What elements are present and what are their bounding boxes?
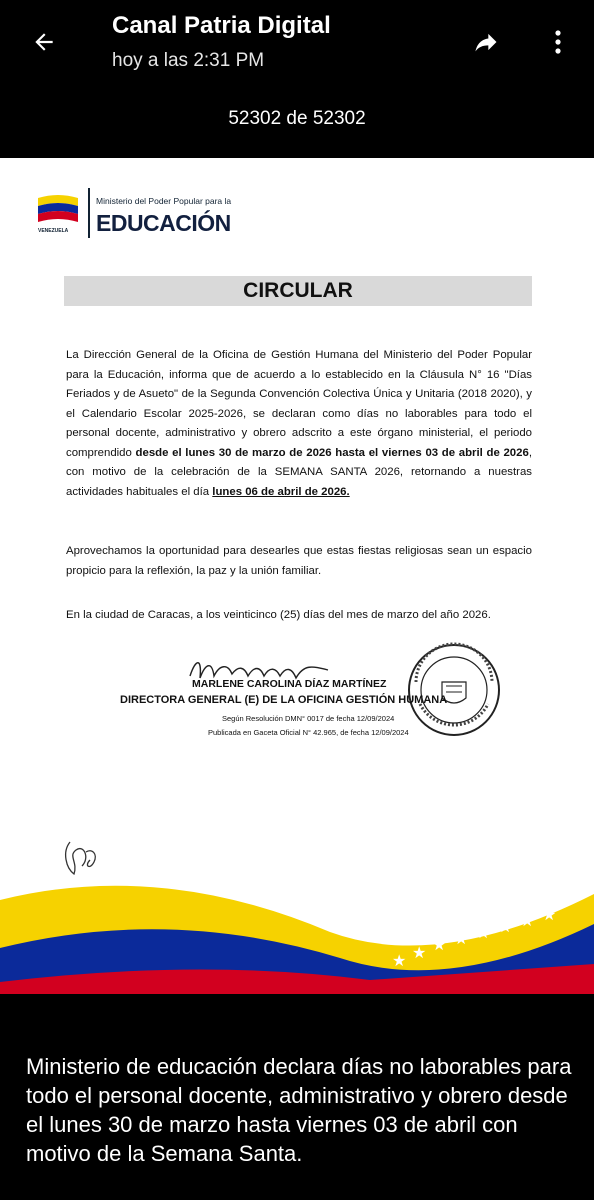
gazette-note: Publicada en Gaceta Oficial N° 42.965, de fecha 12/09/2024 bbox=[208, 728, 409, 737]
channel-title: Canal Patria Digital bbox=[112, 12, 331, 39]
logo-ministry-text: Ministerio del Poder Popular para la bbox=[96, 196, 232, 206]
more-vertical-icon bbox=[554, 29, 562, 55]
svg-text:★: ★ bbox=[520, 911, 535, 930]
resolution-note: Según Resolución DMN° 0017 de fecha 12/09/2024 bbox=[222, 714, 395, 723]
logo-education-text: EDUCACIÓN bbox=[96, 210, 231, 236]
share-arrow-icon bbox=[472, 28, 500, 56]
logo-divider bbox=[88, 188, 90, 238]
signatory-name: MARLENE CAROLINA DÍAZ MARTÍNEZ bbox=[192, 678, 387, 690]
body-paragraph-3: En la ciudad de Caracas, a los veinticinco (25) días del mes de marzo del año 2026. bbox=[66, 609, 491, 621]
body-paragraph-2: Aprovechamos la oportunidad para desearles que estas fiestas religiosas sean un espacio propicio para la reflexión, la paz y la unión familiar. bbox=[66, 545, 532, 577]
official-seal bbox=[406, 642, 502, 738]
image-counter: 52302 de 52302 bbox=[228, 108, 366, 129]
p1-text-2: , con motivo de la celebración de la SEMANA SANTA 2026, retornando a nuestras actividades habituales el día bbox=[66, 446, 532, 498]
venezuela-flag-icon bbox=[38, 192, 78, 228]
circular-document[interactable] bbox=[0, 158, 594, 994]
body-paragraph-1 bbox=[66, 346, 532, 502]
svg-text:★: ★ bbox=[432, 935, 447, 954]
back-button[interactable] bbox=[24, 22, 64, 62]
arrow-left-icon bbox=[31, 29, 57, 55]
post-caption: Ministerio de educación declara días no laborables para todo el personal docente, administrativo y obrero desde el lunes 30 de marzo hasta viernes 03 de abril con motivo de la Semana Santa. bbox=[26, 1054, 572, 1166]
circular-heading: CIRCULAR bbox=[64, 276, 532, 306]
post-timestamp: hoy a las 2:31 PM bbox=[112, 50, 265, 71]
p1-text-1: La Dirección General de la Oficina de Gestión Humana del Ministerio del Poder Popular para la Educación, informa que de acuerdo a lo establecido en la Cláusula N° 16 "Días Feriados y de Asueto" de la Segunda Convención Colectiva Única y Unitaria (2018 2020), y el Calendario Escolar 2025-2026, se declaran como días no laborables para todo el personal docente, administrativo y obrero adscrito a este órgano ministerial, el periodo comprendido bbox=[66, 349, 532, 459]
app-header bbox=[0, 0, 594, 158]
svg-text:★: ★ bbox=[412, 943, 427, 962]
signature-block bbox=[100, 648, 500, 758]
share-button[interactable] bbox=[466, 22, 506, 62]
flag-ribbon-decoration bbox=[0, 854, 594, 994]
more-options-button[interactable] bbox=[540, 22, 576, 62]
p1-return-date: lunes 06 de abril de 2026. bbox=[212, 485, 350, 498]
svg-text:★: ★ bbox=[454, 929, 469, 948]
signatory-title: DIRECTORA GENERAL (E) DE LA OFICINA GESTIÓN HUMANA bbox=[120, 694, 448, 706]
svg-text:★: ★ bbox=[542, 905, 557, 924]
svg-text:★: ★ bbox=[392, 951, 407, 970]
svg-text:★: ★ bbox=[498, 917, 513, 936]
p1-date-range: desde el lunes 30 de marzo de 2026 hasta el viernes 03 de abril de 2026 bbox=[135, 446, 529, 459]
logo-country: VENEZUELA bbox=[38, 228, 69, 234]
svg-text:★: ★ bbox=[476, 923, 491, 942]
